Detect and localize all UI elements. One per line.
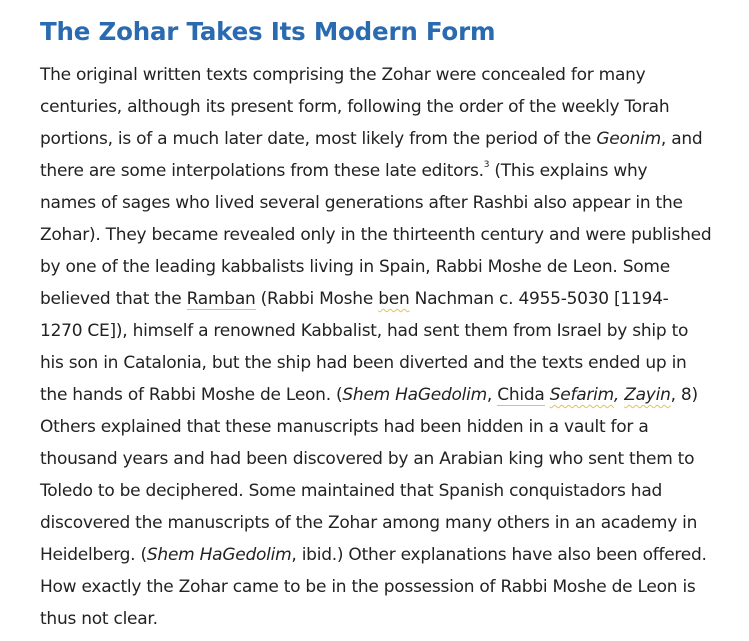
paragraph-line	[40, 379, 730, 411]
text-segment: How exactly the Zohar came to be in the possession of Rabbi Moshe de Leon is	[40, 577, 696, 597]
italic-term: ,	[613, 385, 625, 405]
paragraph-line	[40, 91, 730, 123]
text-segment: Others explained that these manuscripts had been hidden in a vault for a	[40, 417, 649, 437]
text-segment: , 8)	[670, 385, 698, 405]
paragraph-line	[40, 507, 730, 539]
text-segment: , and	[660, 129, 703, 149]
term-link[interactable]: Ramban	[186, 289, 256, 309]
text-segment: The original written texts comprising the Zohar were concealed for many	[40, 65, 646, 85]
paragraph-line	[40, 123, 730, 155]
text-segment: (This explains why	[489, 161, 648, 181]
paragraph-line	[40, 219, 730, 251]
paragraph-line	[40, 603, 730, 635]
text-segment: discovered the manuscripts of the Zohar among many others in an academy in	[40, 513, 698, 533]
term-link[interactable]: ben	[378, 289, 410, 309]
paragraph-line	[40, 411, 730, 443]
text-segment: there are some interpolations from these late editors.	[40, 161, 484, 181]
paragraph-line	[40, 571, 730, 603]
term-link[interactable]: Chida	[497, 385, 545, 405]
text-segment: Zohar). They became revealed only in the thirteenth century and were published	[40, 225, 712, 245]
paragraph-line	[40, 251, 730, 283]
paragraph-line	[40, 347, 730, 379]
text-segment: thousand years and had been discovered by an Arabian king who sent them to	[40, 449, 695, 469]
text-segment: (Rabbi Moshe	[255, 289, 379, 309]
paragraph-line	[40, 59, 730, 91]
paragraph-line	[40, 539, 730, 571]
text-segment: by one of the leading kabbalists living in Spain, Rabbi Moshe de Leon. Some	[40, 257, 670, 277]
paragraph-line	[40, 283, 730, 315]
text-segment: 1270 CE]), himself a renowned Kabbalist, had sent them from Israel by ship to	[40, 321, 689, 341]
footnote-ref[interactable]: 3	[483, 160, 490, 171]
term-link[interactable]: Sefarim	[549, 385, 614, 405]
text-segment: ,	[486, 385, 498, 405]
paragraph-line	[40, 315, 730, 347]
text-segment: Heidelberg. (	[40, 545, 147, 565]
paragraph-line	[40, 475, 730, 507]
text-segment: Toledo to be deciphered. Some maintained that Spanish conquistadors had	[40, 481, 663, 501]
text-segment: thus not clear.	[40, 609, 158, 629]
paragraph-line	[40, 443, 730, 475]
text-segment: his son in Catalonia, but the ship had been diverted and the texts ended up in	[40, 353, 687, 373]
paragraph-line	[40, 187, 730, 219]
italic-term: Shem HaGedolim	[342, 385, 487, 405]
text-segment: centuries, although its present form, following the order of the weekly Torah	[40, 97, 670, 117]
section-title: The Zohar Takes Its Modern Form	[40, 17, 496, 46]
text-segment: Nachman c. 4955-5030 [1194-	[409, 289, 669, 309]
text-segment: believed that the	[40, 289, 187, 309]
article-paragraph	[40, 59, 730, 635]
paragraph-line	[40, 155, 730, 187]
text-segment: the hands of Rabbi Moshe de Leon. (	[40, 385, 343, 405]
article	[40, 0, 730, 635]
italic-term: Shem HaGedolim	[146, 545, 292, 565]
term-link[interactable]: Zayin	[624, 385, 671, 405]
text-segment: , ibid.) Other explanations have also been offered.	[291, 545, 707, 565]
italic-term: Geonim	[596, 129, 661, 149]
text-segment: portions, is of a much later date, most likely from the period of the	[40, 129, 597, 149]
text-segment: names of sages who lived several generations after Rashbi also appear in the	[40, 193, 683, 213]
